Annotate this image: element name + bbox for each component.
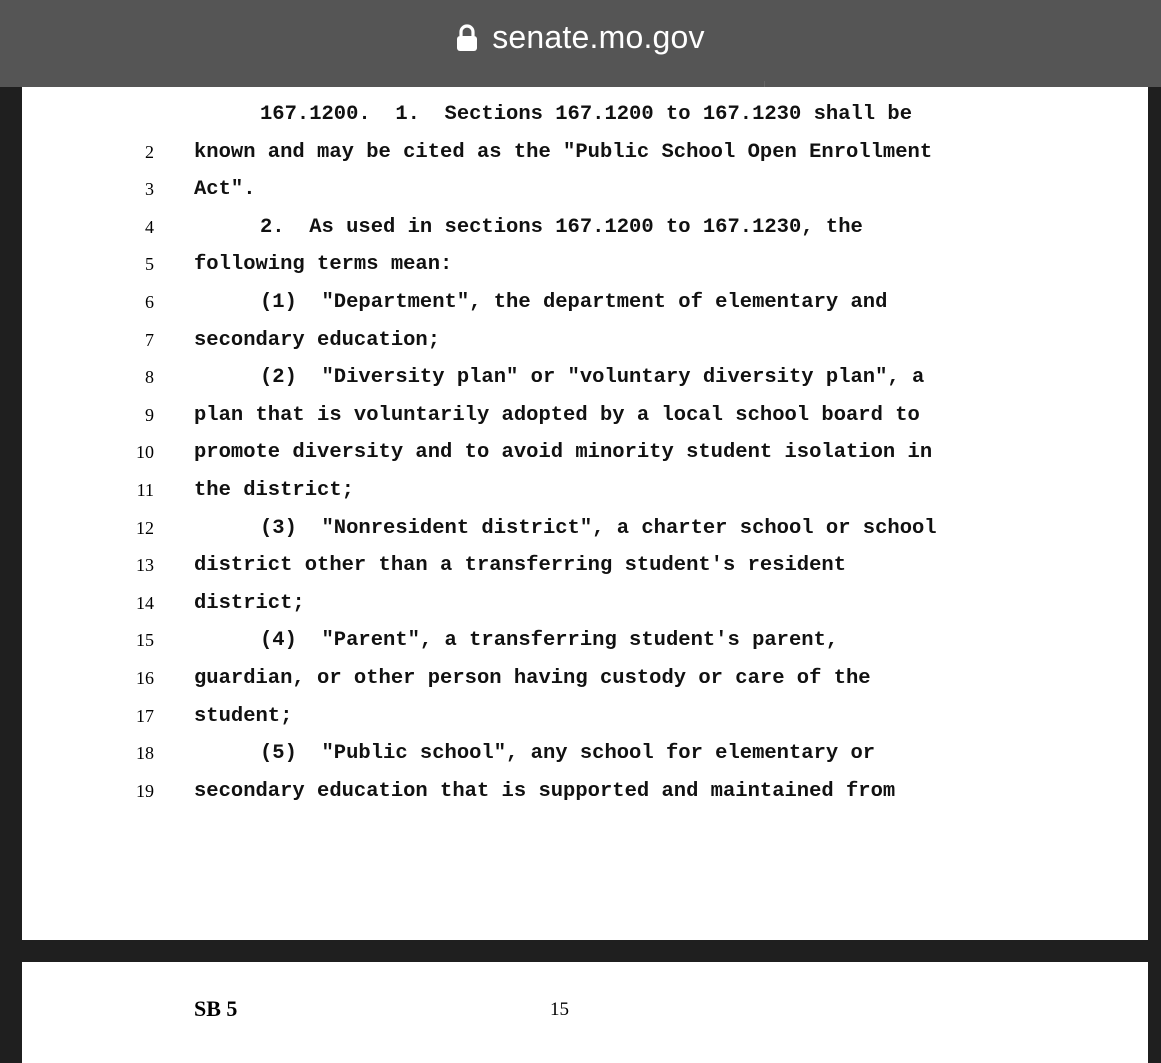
- line-number: 7: [145, 329, 154, 350]
- line-text: plan that is voluntarily adopted by a local school board to: [194, 403, 920, 427]
- line-text: secondary education that is supported and maintained from: [194, 779, 896, 803]
- next-document-page: [22, 962, 1148, 1063]
- line-number: 4: [145, 216, 154, 237]
- line-text: (5) "Public school", any school for elementary or: [260, 742, 876, 766]
- line-text: (3) "Nonresident district", a charter school or school: [260, 516, 937, 540]
- document-line: [22, 702, 1148, 732]
- line-text: district;: [194, 591, 305, 615]
- line-number: 15: [136, 630, 154, 651]
- line-number: 17: [136, 705, 154, 726]
- document-page: [22, 87, 1148, 940]
- line-number: 3: [145, 179, 154, 200]
- line-number: 12: [136, 517, 154, 538]
- document-line: [22, 138, 1148, 168]
- document-line: [22, 476, 1148, 506]
- address-display[interactable]: [456, 19, 705, 56]
- line-text: district other than a transferring student's resident: [194, 554, 847, 578]
- document-line: [22, 250, 1148, 280]
- document-line: [22, 514, 1148, 544]
- line-text: (2) "Diversity plan" or "voluntary diversity plan", a: [260, 366, 925, 390]
- line-text: promote diversity and to avoid minority student isolation in: [194, 441, 933, 465]
- page-number: 15: [550, 999, 569, 1020]
- line-text: the district;: [194, 479, 354, 502]
- line-text: 167.1200. 1. Sections 167.1200 to 167.1230 shall be: [260, 103, 913, 126]
- line-text: student;: [194, 704, 293, 728]
- document-line: [22, 551, 1148, 581]
- line-text: known and may be cited as the "Public School Open Enrollment: [194, 140, 933, 164]
- line-number: 9: [145, 404, 154, 425]
- line-number: 19: [136, 780, 154, 801]
- document-line: [22, 100, 1148, 130]
- line-number: 5: [145, 254, 154, 275]
- document-line: [22, 213, 1148, 243]
- line-number: 16: [136, 668, 154, 688]
- line-number: 18: [136, 743, 154, 764]
- line-number: 14: [136, 592, 154, 613]
- document-line: [22, 664, 1148, 694]
- document-line: [22, 401, 1148, 431]
- line-number: 13: [136, 555, 154, 576]
- document-line: [22, 739, 1148, 769]
- document-line: [22, 438, 1148, 468]
- page-mark: [764, 81, 765, 87]
- document-line: [22, 363, 1148, 393]
- lock-icon: [456, 24, 478, 52]
- line-text: (4) "Parent", a transferring student's parent,: [260, 629, 839, 653]
- line-text: 2. As used in sections 167.1200 to 167.1230, the: [260, 215, 863, 239]
- document-line: [22, 589, 1148, 619]
- line-text: guardian, or other person having custody or care of the: [194, 667, 871, 690]
- line-text: secondary education;: [194, 328, 441, 352]
- document-line: [22, 326, 1148, 356]
- line-number: 11: [136, 480, 154, 500]
- line-number: 6: [145, 292, 154, 312]
- browser-address-bar[interactable]: [0, 0, 1161, 87]
- document-line: [22, 777, 1148, 807]
- line-text: following terms mean:: [194, 253, 453, 277]
- document-line: [22, 175, 1148, 205]
- bill-number: SB 5: [194, 996, 238, 1021]
- document-line: [22, 626, 1148, 656]
- line-number: 8: [145, 367, 154, 388]
- url-domain: senate.mo.gov: [492, 19, 705, 55]
- line-text: (1) "Department", the department of elementary and: [260, 291, 888, 314]
- line-number: 2: [145, 141, 154, 162]
- line-text: Act".: [194, 178, 256, 202]
- line-number: 10: [136, 442, 154, 463]
- document-line: [22, 288, 1148, 318]
